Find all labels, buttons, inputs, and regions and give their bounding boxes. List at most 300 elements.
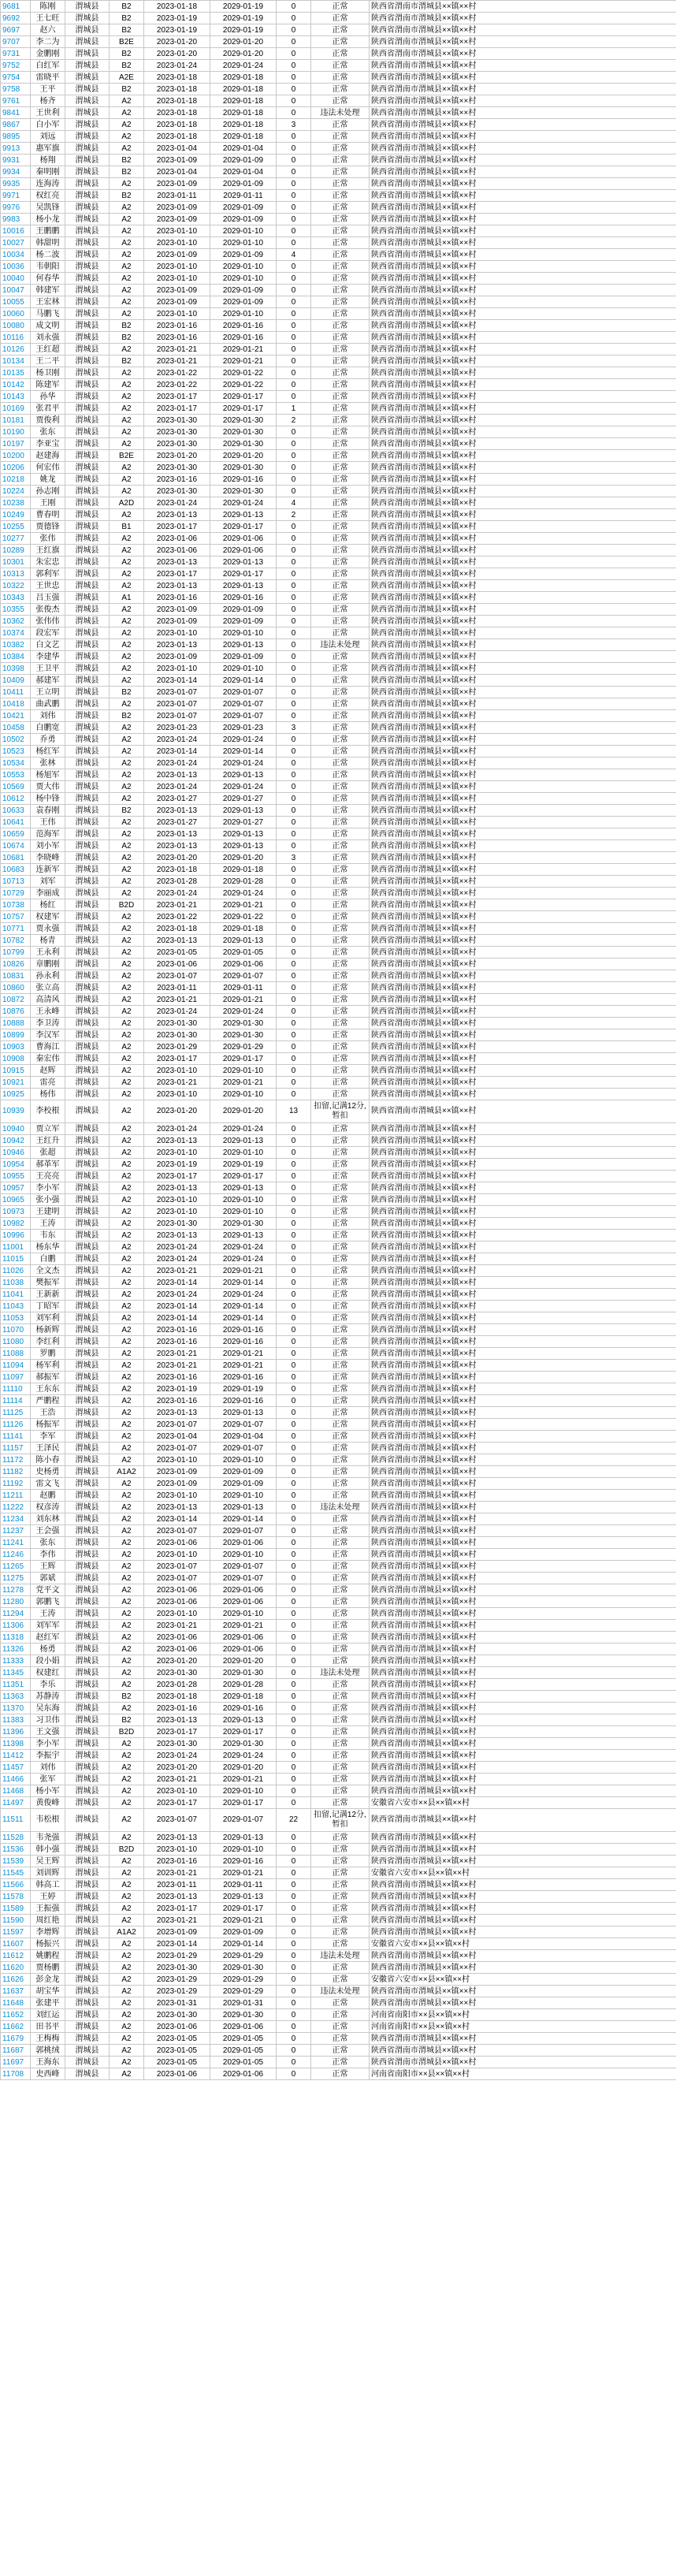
license-status: 正常 bbox=[311, 1348, 370, 1360]
expiry-date: 2029-01-14 bbox=[210, 1938, 277, 1950]
first-issue-date: 2023-01-09 bbox=[144, 296, 210, 308]
first-issue-date: 2023-01-10 bbox=[144, 1844, 210, 1856]
unit: 渭城县 bbox=[65, 545, 110, 557]
driver-name: 李伟 bbox=[31, 1549, 65, 1561]
expiry-date: 2029-01-13 bbox=[210, 1502, 277, 1513]
table-row bbox=[1, 1006, 676, 1018]
unit: 渭城县 bbox=[65, 1123, 110, 1135]
license-class: A2 bbox=[110, 1703, 144, 1714]
first-issue-date: 2023-01-27 bbox=[144, 793, 210, 805]
points: 0 bbox=[277, 154, 311, 166]
driver-name: 张东 bbox=[31, 1537, 65, 1549]
driver-name: 刘伟 bbox=[31, 1762, 65, 1774]
points: 0 bbox=[277, 1891, 311, 1903]
first-issue-date: 2023-01-22 bbox=[144, 367, 210, 379]
address: 陕西省渭南市渭城县××镇××村 bbox=[370, 237, 676, 249]
license-class: A2 bbox=[110, 1644, 144, 1655]
first-issue-date: 2023-01-16 bbox=[144, 474, 210, 486]
row-id: 10921 bbox=[1, 1077, 31, 1089]
address: 陕西省渭南市渭城县××镇××村 bbox=[370, 1301, 676, 1312]
unit: 渭城县 bbox=[65, 1667, 110, 1679]
address: 陕西省渭南市渭城县××镇××村 bbox=[370, 1537, 676, 1549]
expiry-date: 2029-01-04 bbox=[210, 143, 277, 154]
expiry-date: 2029-01-30 bbox=[210, 415, 277, 426]
expiry-date: 2029-01-29 bbox=[210, 1041, 277, 1053]
unit: 渭城县 bbox=[65, 497, 110, 509]
license-class: A2 bbox=[110, 1608, 144, 1620]
expiry-date: 2029-01-24 bbox=[210, 1289, 277, 1301]
license-status: 正常 bbox=[311, 899, 370, 911]
table-row bbox=[1, 1454, 676, 1466]
license-status: 正常 bbox=[311, 2068, 370, 2080]
table-row bbox=[1, 1077, 676, 1089]
unit: 渭城县 bbox=[65, 994, 110, 1006]
license-class: A2 bbox=[110, 959, 144, 970]
license-status: 正常 bbox=[311, 462, 370, 474]
unit: 渭城县 bbox=[65, 131, 110, 143]
row-id: 11539 bbox=[1, 1856, 31, 1867]
license-class: B2E bbox=[110, 36, 144, 48]
first-issue-date: 2023-01-07 bbox=[144, 1419, 210, 1431]
table-row bbox=[1, 746, 676, 758]
table-row bbox=[1, 947, 676, 959]
points: 0 bbox=[277, 1478, 311, 1490]
expiry-date: 2029-01-29 bbox=[210, 1974, 277, 1986]
points: 0 bbox=[277, 166, 311, 178]
points: 0 bbox=[277, 2009, 311, 2021]
driver-name: 刘军军 bbox=[31, 1620, 65, 1632]
license-class: A2 bbox=[110, 2009, 144, 2021]
address: 陕西省渭南市渭城县××镇××村 bbox=[370, 1372, 676, 1383]
row-id: 10903 bbox=[1, 1041, 31, 1053]
row-id: 11370 bbox=[1, 1703, 31, 1714]
first-issue-date: 2023-01-17 bbox=[144, 568, 210, 580]
address: 陕西省渭南市渭城县××镇××村 bbox=[370, 509, 676, 521]
first-issue-date: 2023-01-24 bbox=[144, 60, 210, 72]
expiry-date: 2029-01-17 bbox=[210, 1171, 277, 1182]
first-issue-date: 2023-01-30 bbox=[144, 1029, 210, 1041]
row-id: 10899 bbox=[1, 1029, 31, 1041]
first-issue-date: 2023-01-16 bbox=[144, 332, 210, 344]
license-class: A2 bbox=[110, 1620, 144, 1632]
license-status: 正常 bbox=[311, 1525, 370, 1537]
license-class: A2 bbox=[110, 1301, 144, 1312]
table-row bbox=[1, 273, 676, 285]
table-row bbox=[1, 1879, 676, 1891]
row-id: 11234 bbox=[1, 1513, 31, 1525]
expiry-date: 2029-01-17 bbox=[210, 403, 277, 415]
expiry-date: 2029-01-09 bbox=[210, 214, 277, 225]
license-status: 正常 bbox=[311, 1962, 370, 1974]
license-class: B2 bbox=[110, 1714, 144, 1726]
license-class: A2 bbox=[110, 1077, 144, 1089]
driver-name: 张军 bbox=[31, 1774, 65, 1785]
unit: 渭城县 bbox=[65, 1383, 110, 1395]
license-status: 违法未处理 bbox=[311, 639, 370, 651]
table-row bbox=[1, 1856, 676, 1867]
license-class: A2 bbox=[110, 1667, 144, 1679]
license-class: A2 bbox=[110, 1738, 144, 1750]
driver-name: 王振强 bbox=[31, 1903, 65, 1915]
expiry-date: 2029-01-13 bbox=[210, 557, 277, 568]
first-issue-date: 2023-01-10 bbox=[144, 1206, 210, 1218]
address: 陕西省渭南市渭城县××镇××村 bbox=[370, 107, 676, 119]
points: 4 bbox=[277, 249, 311, 261]
license-status: 正常 bbox=[311, 1289, 370, 1301]
driver-name: 袁春刚 bbox=[31, 805, 65, 817]
table-row bbox=[1, 1053, 676, 1065]
license-class: B2 bbox=[110, 687, 144, 698]
license-status: 正常 bbox=[311, 1029, 370, 1041]
expiry-date: 2029-01-10 bbox=[210, 1785, 277, 1797]
table-row bbox=[1, 1644, 676, 1655]
license-class: A2 bbox=[110, 2068, 144, 2080]
driver-name: 韩小强 bbox=[31, 1844, 65, 1856]
unit: 渭城县 bbox=[65, 450, 110, 462]
license-status: 正常 bbox=[311, 379, 370, 391]
unit: 渭城县 bbox=[65, 1879, 110, 1891]
license-status: 正常 bbox=[311, 1608, 370, 1620]
row-id: 11026 bbox=[1, 1265, 31, 1277]
first-issue-date: 2023-01-17 bbox=[144, 1053, 210, 1065]
table-row bbox=[1, 1762, 676, 1774]
license-status: 正常 bbox=[311, 72, 370, 84]
first-issue-date: 2023-01-24 bbox=[144, 1253, 210, 1265]
first-issue-date: 2023-01-18 bbox=[144, 107, 210, 119]
license-status: 正常 bbox=[311, 1147, 370, 1159]
address: 陕西省渭南市渭城县××镇××村 bbox=[370, 202, 676, 214]
address: 陕西省渭南市渭城县××镇××村 bbox=[370, 1490, 676, 1502]
points: 0 bbox=[277, 687, 311, 698]
row-id: 11545 bbox=[1, 1867, 31, 1879]
driver-name: 贾立军 bbox=[31, 1123, 65, 1135]
row-id: 10957 bbox=[1, 1182, 31, 1194]
license-class: A2 bbox=[110, 1053, 144, 1065]
table-row bbox=[1, 627, 676, 639]
first-issue-date: 2023-01-20 bbox=[144, 48, 210, 60]
driver-name: 张小强 bbox=[31, 1194, 65, 1206]
license-class: A2 bbox=[110, 2057, 144, 2068]
driver-name: 杨东华 bbox=[31, 1241, 65, 1253]
license-status: 正常 bbox=[311, 1774, 370, 1785]
license-status: 正常 bbox=[311, 2021, 370, 2033]
driver-name: 曹春明 bbox=[31, 509, 65, 521]
unit: 渭城县 bbox=[65, 95, 110, 107]
license-class: A2 bbox=[110, 344, 144, 356]
table-row bbox=[1, 1372, 676, 1383]
first-issue-date: 2023-01-07 bbox=[144, 698, 210, 710]
row-id: 11192 bbox=[1, 1478, 31, 1490]
unit: 渭城县 bbox=[65, 2057, 110, 2068]
address: 陕西省渭南市渭城县××镇××村 bbox=[370, 84, 676, 95]
license-class: B1 bbox=[110, 521, 144, 533]
unit: 渭城县 bbox=[65, 1856, 110, 1867]
address: 陕西省渭南市渭城县××镇××村 bbox=[370, 450, 676, 462]
license-status: 正常 bbox=[311, 1, 370, 13]
expiry-date: 2029-01-21 bbox=[210, 356, 277, 367]
unit: 渭城县 bbox=[65, 1336, 110, 1348]
points: 0 bbox=[277, 1018, 311, 1029]
table-row bbox=[1, 1549, 676, 1561]
first-issue-date: 2023-01-16 bbox=[144, 1324, 210, 1336]
points: 0 bbox=[277, 1962, 311, 1974]
first-issue-date: 2023-01-30 bbox=[144, 1018, 210, 1029]
first-issue-date: 2023-01-19 bbox=[144, 24, 210, 36]
unit: 渭城县 bbox=[65, 367, 110, 379]
row-id: 11172 bbox=[1, 1454, 31, 1466]
expiry-date: 2029-01-30 bbox=[210, 1667, 277, 1679]
license-status: 正常 bbox=[311, 1879, 370, 1891]
table-row bbox=[1, 1561, 676, 1573]
address: 陕西省渭南市渭城县××镇××村 bbox=[370, 2057, 676, 2068]
expiry-date: 2029-01-10 bbox=[210, 237, 277, 249]
row-id: 11182 bbox=[1, 1466, 31, 1478]
license-class: A2 bbox=[110, 1478, 144, 1490]
license-class: A2 bbox=[110, 119, 144, 131]
address: 安徽省六安市××县××镇××村 bbox=[370, 1797, 676, 1809]
points: 0 bbox=[277, 1383, 311, 1395]
expiry-date: 2029-01-06 bbox=[210, 1537, 277, 1549]
points: 0 bbox=[277, 1230, 311, 1241]
license-class: A2 bbox=[110, 994, 144, 1006]
license-class: A2 bbox=[110, 876, 144, 888]
row-id: 10255 bbox=[1, 521, 31, 533]
driver-name: 孙永利 bbox=[31, 970, 65, 982]
unit: 渭城县 bbox=[65, 1549, 110, 1561]
table-row bbox=[1, 1620, 676, 1632]
expiry-date: 2029-01-09 bbox=[210, 651, 277, 663]
driver-name: 杨小军 bbox=[31, 1785, 65, 1797]
row-id: 10080 bbox=[1, 320, 31, 332]
license-status: 正常 bbox=[311, 1596, 370, 1608]
row-id: 10534 bbox=[1, 758, 31, 769]
first-issue-date: 2023-01-13 bbox=[144, 769, 210, 781]
address: 陕西省渭南市渭城县××镇××村 bbox=[370, 1454, 676, 1466]
row-id: 11597 bbox=[1, 1926, 31, 1938]
expiry-date: 2029-01-30 bbox=[210, 1018, 277, 1029]
expiry-date: 2029-01-19 bbox=[210, 1, 277, 13]
unit: 渭城县 bbox=[65, 651, 110, 663]
row-id: 11015 bbox=[1, 1253, 31, 1265]
license-status: 正常 bbox=[311, 805, 370, 817]
points: 0 bbox=[277, 1950, 311, 1962]
license-status: 正常 bbox=[311, 1159, 370, 1171]
row-id: 11246 bbox=[1, 1549, 31, 1561]
license-class: A2 bbox=[110, 1230, 144, 1241]
expiry-date: 2029-01-18 bbox=[210, 95, 277, 107]
license-class: A2 bbox=[110, 1655, 144, 1667]
address: 陕西省渭南市渭城县××镇××村 bbox=[370, 1194, 676, 1206]
unit: 渭城县 bbox=[65, 1041, 110, 1053]
license-class: A2 bbox=[110, 143, 144, 154]
license-class: A2 bbox=[110, 1135, 144, 1147]
points: 0 bbox=[277, 1431, 311, 1442]
driver-name: 刘伟 bbox=[31, 710, 65, 722]
unit: 渭城县 bbox=[65, 1738, 110, 1750]
table-row bbox=[1, 450, 676, 462]
driver-name: 白鹏 bbox=[31, 1253, 65, 1265]
points: 3 bbox=[277, 119, 311, 131]
unit: 渭城县 bbox=[65, 1891, 110, 1903]
expiry-date: 2029-01-06 bbox=[210, 1632, 277, 1644]
driver-name: 白红军 bbox=[31, 60, 65, 72]
row-id: 10135 bbox=[1, 367, 31, 379]
expiry-date: 2029-01-10 bbox=[210, 1608, 277, 1620]
row-id: 10206 bbox=[1, 462, 31, 474]
points: 0 bbox=[277, 1065, 311, 1077]
first-issue-date: 2023-01-09 bbox=[144, 285, 210, 296]
license-class: A2 bbox=[110, 1903, 144, 1915]
row-id: 11053 bbox=[1, 1312, 31, 1324]
unit: 渭城县 bbox=[65, 1620, 110, 1632]
license-status: 正常 bbox=[311, 225, 370, 237]
driver-name: 杨二波 bbox=[31, 249, 65, 261]
license-status: 正常 bbox=[311, 521, 370, 533]
address: 陕西省渭南市渭城县××镇××村 bbox=[370, 119, 676, 131]
table-row bbox=[1, 1383, 676, 1395]
table-row bbox=[1, 1750, 676, 1762]
points: 3 bbox=[277, 852, 311, 864]
unit: 渭城县 bbox=[65, 1915, 110, 1926]
points: 0 bbox=[277, 13, 311, 24]
expiry-date: 2029-01-13 bbox=[210, 840, 277, 852]
unit: 渭城县 bbox=[65, 202, 110, 214]
first-issue-date: 2023-01-20 bbox=[144, 450, 210, 462]
expiry-date: 2029-01-16 bbox=[210, 474, 277, 486]
license-status: 正常 bbox=[311, 509, 370, 521]
address: 陕西省渭南市渭城县××镇××村 bbox=[370, 1395, 676, 1407]
unit: 渭城县 bbox=[65, 592, 110, 604]
address: 陕西省渭南市渭城县××镇××村 bbox=[370, 1774, 676, 1785]
driver-name: 刘永强 bbox=[31, 332, 65, 344]
points: 0 bbox=[277, 959, 311, 970]
expiry-date: 2029-01-07 bbox=[210, 1442, 277, 1454]
points: 0 bbox=[277, 1135, 311, 1147]
row-id: 11528 bbox=[1, 1832, 31, 1844]
expiry-date: 2029-01-20 bbox=[210, 852, 277, 864]
first-issue-date: 2023-01-07 bbox=[144, 1561, 210, 1573]
license-class: B2 bbox=[110, 166, 144, 178]
first-issue-date: 2023-01-30 bbox=[144, 2009, 210, 2021]
first-issue-date: 2023-01-07 bbox=[144, 1442, 210, 1454]
points: 0 bbox=[277, 462, 311, 474]
expiry-date: 2029-01-10 bbox=[210, 1206, 277, 1218]
row-id: 10374 bbox=[1, 627, 31, 639]
first-issue-date: 2023-01-05 bbox=[144, 2057, 210, 2068]
unit: 渭城县 bbox=[65, 273, 110, 285]
row-id: 10277 bbox=[1, 533, 31, 545]
address: 陕西省渭南市渭城县××镇××村 bbox=[370, 332, 676, 344]
table-row bbox=[1, 2045, 676, 2057]
driver-name: 韩高工 bbox=[31, 1879, 65, 1891]
expiry-date: 2029-01-04 bbox=[210, 1431, 277, 1442]
address: 陕西省渭南市渭城县××镇××村 bbox=[370, 379, 676, 391]
address: 陕西省渭南市渭城县××镇××村 bbox=[370, 486, 676, 497]
points: 0 bbox=[277, 450, 311, 462]
driver-name: 李校根 bbox=[31, 1100, 65, 1123]
table-row bbox=[1, 1596, 676, 1608]
first-issue-date: 2023-01-09 bbox=[144, 214, 210, 225]
license-class: A2 bbox=[110, 1041, 144, 1053]
first-issue-date: 2023-01-06 bbox=[144, 545, 210, 557]
points: 0 bbox=[277, 1301, 311, 1312]
first-issue-date: 2023-01-28 bbox=[144, 876, 210, 888]
first-issue-date: 2023-01-10 bbox=[144, 663, 210, 675]
driver-name: 韦东 bbox=[31, 1230, 65, 1241]
license-class: A2 bbox=[110, 1537, 144, 1549]
expiry-date: 2029-01-10 bbox=[210, 308, 277, 320]
license-status: 扣留,记满12分,暂扣 bbox=[311, 1100, 370, 1123]
expiry-date: 2029-01-17 bbox=[210, 568, 277, 580]
license-class: A2 bbox=[110, 1194, 144, 1206]
license-class: A2 bbox=[110, 828, 144, 840]
license-status: 正常 bbox=[311, 13, 370, 24]
unit: 渭城县 bbox=[65, 911, 110, 923]
license-status: 正常 bbox=[311, 474, 370, 486]
address: 陕西省渭南市渭城县××镇××村 bbox=[370, 225, 676, 237]
unit: 渭城县 bbox=[65, 60, 110, 72]
license-class: A2 bbox=[110, 1065, 144, 1077]
first-issue-date: 2023-01-04 bbox=[144, 143, 210, 154]
driver-name: 权建军 bbox=[31, 911, 65, 923]
points: 0 bbox=[277, 1832, 311, 1844]
driver-name: 郝建军 bbox=[31, 675, 65, 687]
expiry-date: 2029-01-09 bbox=[210, 285, 277, 296]
license-class: A2 bbox=[110, 1171, 144, 1182]
license-class: B2 bbox=[110, 356, 144, 367]
license-class: A2 bbox=[110, 2033, 144, 2045]
license-class: A2 bbox=[110, 1856, 144, 1867]
first-issue-date: 2023-01-29 bbox=[144, 1986, 210, 1997]
license-status: 正常 bbox=[311, 2057, 370, 2068]
points: 0 bbox=[277, 356, 311, 367]
license-class: A2 bbox=[110, 935, 144, 947]
license-status: 正常 bbox=[311, 592, 370, 604]
row-id: 10197 bbox=[1, 438, 31, 450]
row-id: 11345 bbox=[1, 1667, 31, 1679]
unit: 渭城县 bbox=[65, 1360, 110, 1372]
expiry-date: 2029-01-21 bbox=[210, 1867, 277, 1879]
table-row bbox=[1, 1926, 676, 1938]
table-row bbox=[1, 734, 676, 746]
points: 0 bbox=[277, 2068, 311, 2080]
unit: 渭城县 bbox=[65, 1750, 110, 1762]
address: 陕西省渭南市渭城县××镇××村 bbox=[370, 1644, 676, 1655]
table-row bbox=[1, 1832, 676, 1844]
driver-name: 张立高 bbox=[31, 982, 65, 994]
address: 陕西省渭南市渭城县××镇××村 bbox=[370, 1, 676, 13]
unit: 渭城县 bbox=[65, 1950, 110, 1962]
first-issue-date: 2023-01-10 bbox=[144, 1089, 210, 1100]
address: 陕西省渭南市渭城县××镇××村 bbox=[370, 1726, 676, 1738]
points: 0 bbox=[277, 1041, 311, 1053]
table-row bbox=[1, 1289, 676, 1301]
address: 河南省南阳市××县××镇××村 bbox=[370, 2021, 676, 2033]
expiry-date: 2029-01-06 bbox=[210, 1596, 277, 1608]
expiry-date: 2029-01-21 bbox=[210, 1348, 277, 1360]
license-status: 正常 bbox=[311, 1915, 370, 1926]
unit: 渭城县 bbox=[65, 285, 110, 296]
expiry-date: 2029-01-31 bbox=[210, 1997, 277, 2009]
table-row bbox=[1, 391, 676, 403]
driver-name: 李二为 bbox=[31, 36, 65, 48]
unit: 渭城县 bbox=[65, 24, 110, 36]
first-issue-date: 2023-01-07 bbox=[144, 710, 210, 722]
expiry-date: 2029-01-13 bbox=[210, 1891, 277, 1903]
points: 4 bbox=[277, 497, 311, 509]
driver-name: 王婷 bbox=[31, 1891, 65, 1903]
license-status: 正常 bbox=[311, 1372, 370, 1383]
